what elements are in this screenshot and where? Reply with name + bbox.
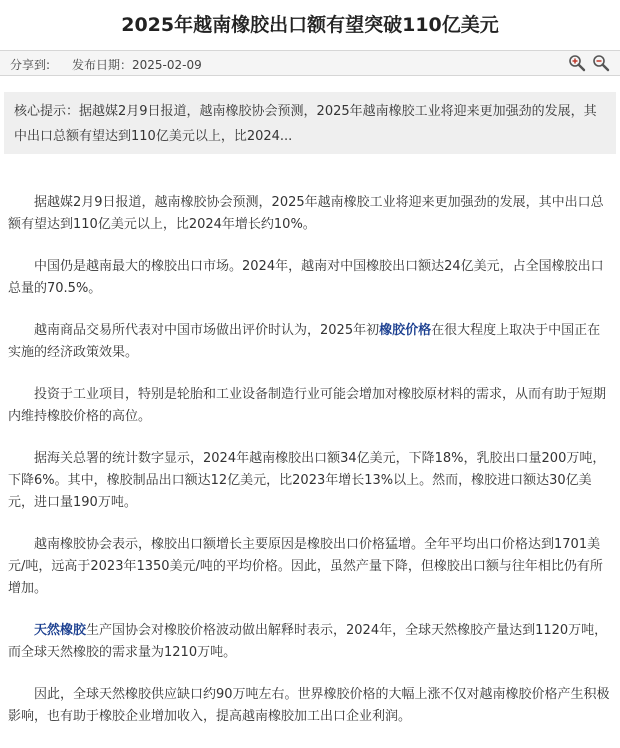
- page-title: 2025年越南橡胶出口额有望突破110亿美元: [121, 14, 499, 36]
- article-info-bar: [0, 50, 620, 76]
- paragraph-3-rest: 在很大程度上取决于中国正在实施的经济政策效果。: [8, 323, 601, 360]
- summary-box: [4, 92, 616, 154]
- natural-rubber-link[interactable]: 天然橡胶: [34, 623, 87, 638]
- paragraph-5: 据海关总署的统计数字显示，2024年越南橡胶出口额34亿美元，下降18%，乳胶出口量200万吨，下降6%。其中，橡胶制品出口额达12亿美元，比2023年增长13%以上。然而，橡胶进口额达30亿美元，进口量190万吨。: [8, 451, 606, 510]
- paragraph-8: 因此，全球天然橡胶供应缺口约90万吨左右。世界橡胶价格的大幅上涨不仅对越南橡胶价格产生积极影响，也有助于橡胶企业增加收入，提高越南橡胶加工出口企业利润。: [8, 687, 610, 724]
- rubber-price-link[interactable]: 橡胶价格: [379, 323, 432, 338]
- paragraph-4: 投资于工业项目，特别是轮胎和工业设备制造行业可能会增加对橡胶原材料的需求，从而有助于短期内维持橡胶价格的高位。: [8, 387, 607, 424]
- paragraph-3-lead: 越南商品交易所代表对中国市场做出评价时认为，2025年初: [34, 323, 380, 338]
- zoom-out-icon[interactable]: [592, 54, 610, 72]
- summary-text: 核心提示：据越媒2月9日报道，越南橡胶协会预测，2025年越南橡胶工业将迎来更加强劲的发展，其中出口总额有望达到110亿美元以上，比2024...: [14, 104, 597, 144]
- zoom-in-icon[interactable]: [568, 54, 586, 72]
- publish-date: 发布日期：2025-02-09: [72, 58, 202, 72]
- paragraph-7: [8, 620, 612, 664]
- share-label: 分享到:: [10, 58, 51, 72]
- article-body: [8, 192, 612, 748]
- paragraph-6: 越南橡胶协会表示，橡胶出口额增长主要原因是橡胶出口价格猛增。全年平均出口价格达到1701美元/吨，远高于2023年1350美元/吨的平均价格。因此，虽然产量下降，但橡胶出口额与往年相比仍有所增加。: [8, 537, 603, 596]
- paragraph-1: 据越媒2月9日报道，越南橡胶协会预测，2025年越南橡胶工业将迎来更加强劲的发展，其中出口总额有望达到110亿美元以上，比2024年增长约10%。: [8, 195, 604, 232]
- paragraph-2: 中国仍是越南最大的橡胶出口市场。2024年，越南对中国橡胶出口额达24亿美元，占全国橡胶出口总量的70.5%。: [8, 259, 604, 296]
- paragraph-3: [8, 320, 612, 364]
- paragraph-7-rest: 生产国协会对橡胶价格波动做出解释时表示，2024年，全球天然橡胶产量达到1120万吨，而全球天然橡胶的需求量为1210万吨。: [8, 623, 608, 660]
